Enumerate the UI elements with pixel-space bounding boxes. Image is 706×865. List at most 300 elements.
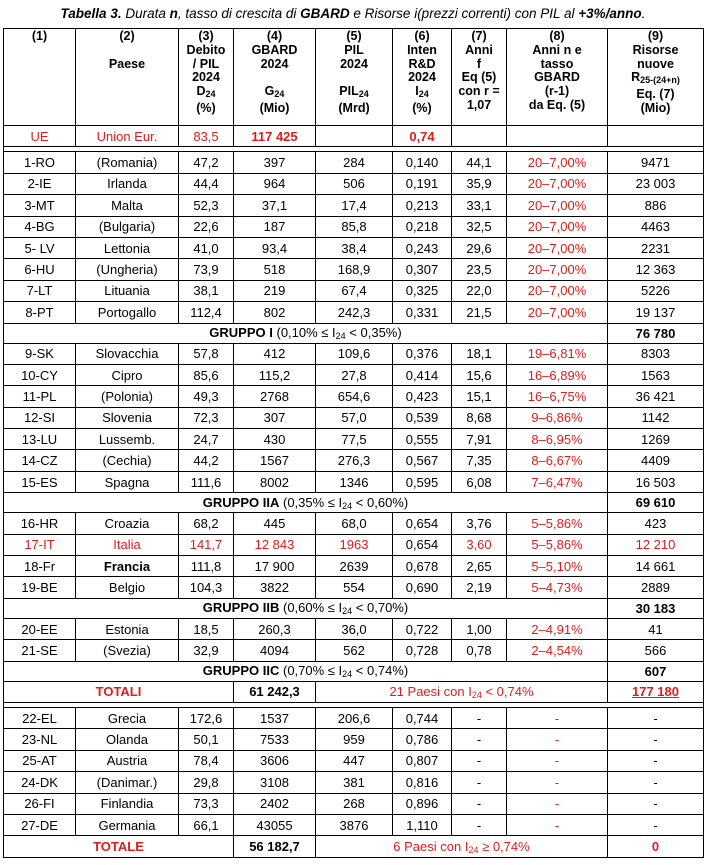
group-label: GRUPPO IIC $(0,70\% \le I_{24} < 0,74\%)$ — [4, 661, 608, 681]
country-code: 11-PL — [4, 386, 76, 407]
pil-value: 38,4 — [316, 237, 393, 258]
column-header: (9) Risorse nuove $R_{25-(24+n)}$ Eq. (7) (Mio) — [608, 29, 704, 126]
rate-value: 8–6,95% — [507, 429, 608, 450]
intensity-value: 0,896 — [393, 793, 452, 814]
rate-value: - — [507, 729, 608, 750]
ue-row — [4, 126, 704, 147]
gbard-value: 43055 — [234, 814, 316, 835]
resources-value: 36 421 — [608, 386, 704, 407]
table-row — [4, 259, 704, 280]
country-name: Lituania — [76, 280, 179, 301]
country-code: 17-IT — [4, 534, 76, 555]
debt-value: 50,1 — [179, 729, 234, 750]
debt-value: 172,6 — [179, 707, 234, 728]
table-row — [4, 471, 704, 492]
group-total: 607 — [608, 661, 704, 681]
years-value: 2,65 — [452, 556, 507, 577]
resources-value: - — [608, 772, 704, 793]
years-value: 32,5 — [452, 216, 507, 237]
rate-value: 7–6,47% — [507, 471, 608, 492]
gbard-value: 518 — [234, 259, 316, 280]
country-code: 7-LT — [4, 280, 76, 301]
rate-value: 20–7,00% — [507, 152, 608, 173]
debt-value: 104,3 — [179, 577, 234, 598]
rate-value: 9–6,86% — [507, 407, 608, 428]
years-value: - — [452, 750, 507, 771]
pil-value: 242,3 — [316, 302, 393, 323]
totale-resources: 0 — [608, 836, 704, 857]
intensity-value: 0,728 — [393, 640, 452, 661]
totale-row — [4, 836, 704, 857]
table-row — [4, 793, 704, 814]
country-name: Malta — [76, 195, 179, 216]
debt-value: 22,6 — [179, 216, 234, 237]
column-header: (4) GBARD 2024 $G_{24}$ (Mio) — [234, 29, 316, 126]
intensity-value: 0,690 — [393, 577, 452, 598]
resources-value: 886 — [608, 195, 704, 216]
country-name: Olanda — [76, 729, 179, 750]
country-code: 26-FI — [4, 793, 76, 814]
column-header: (3) Debito / PIL 2024 $D_{24}$ (%) — [179, 29, 234, 126]
years-value: 3,60 — [452, 534, 507, 555]
country-name: (Bulgaria) — [76, 216, 179, 237]
pil-value: 268 — [316, 793, 393, 814]
table-row — [4, 814, 704, 835]
country-name: Italia — [76, 534, 179, 555]
country-name: Cipro — [76, 364, 179, 385]
resources-value: 12 363 — [608, 259, 704, 280]
intensity-value: 0,213 — [393, 195, 452, 216]
country-code: 14-CZ — [4, 450, 76, 471]
country-code: 15-ES — [4, 471, 76, 492]
country-name: Slovenia — [76, 407, 179, 428]
table-row — [4, 237, 704, 258]
intensity-value: 0,331 — [393, 302, 452, 323]
table-row — [4, 216, 704, 237]
rate-value: 8–6,67% — [507, 450, 608, 471]
table-row — [4, 513, 704, 534]
rate-value: 20–7,00% — [507, 259, 608, 280]
rate-value: 20–7,00% — [507, 237, 608, 258]
intensity-value: 0,414 — [393, 364, 452, 385]
intensity-value: 0,722 — [393, 618, 452, 639]
group-row — [4, 323, 704, 343]
debt-value: 44,2 — [179, 450, 234, 471]
resources-value: 5226 — [608, 280, 704, 301]
resources-value: 14 661 — [608, 556, 704, 577]
country-code: 21-SE — [4, 640, 76, 661]
table-row — [4, 534, 704, 555]
gbard-value: 3606 — [234, 750, 316, 771]
rate-value: 5–5,86% — [507, 534, 608, 555]
country-code: 24-DK — [4, 772, 76, 793]
resources-value: 23 003 — [608, 173, 704, 194]
resources-value: 2889 — [608, 577, 704, 598]
debt-value: 66,1 — [179, 814, 234, 835]
rate-value: 2–4,91% — [507, 618, 608, 639]
resources-value: 19 137 — [608, 302, 704, 323]
debt-value: 111,6 — [179, 471, 234, 492]
intensity-value: 0,654 — [393, 534, 452, 555]
country-code: 12-SI — [4, 407, 76, 428]
pil-value: 206,6 — [316, 707, 393, 728]
rate-value: - — [507, 707, 608, 728]
rate-value: 5–5,86% — [507, 513, 608, 534]
rate-value: 20–7,00% — [507, 195, 608, 216]
pil-value: 68,0 — [316, 513, 393, 534]
gbard-value: 964 — [234, 173, 316, 194]
table-row — [4, 707, 704, 728]
rate-value: 19–6,81% — [507, 343, 608, 364]
pil-value: 447 — [316, 750, 393, 771]
table-row — [4, 195, 704, 216]
group-row — [4, 493, 704, 513]
gbard-value: 117 425 — [234, 126, 316, 147]
debt-value: 72,3 — [179, 407, 234, 428]
country-name: Irlanda — [76, 173, 179, 194]
table-row — [4, 618, 704, 639]
debt-value: 85,6 — [179, 364, 234, 385]
intensity-value: 0,243 — [393, 237, 452, 258]
intensity-value: 0,744 — [393, 707, 452, 728]
intensity-value: 0,191 — [393, 173, 452, 194]
pil-value: 85,8 — [316, 216, 393, 237]
years-value: 15,6 — [452, 364, 507, 385]
country-code: 2-IE — [4, 173, 76, 194]
country-name: (Cechia) — [76, 450, 179, 471]
intensity-value: 0,786 — [393, 729, 452, 750]
rate-value: 20–7,00% — [507, 302, 608, 323]
table-row — [4, 302, 704, 323]
debt-value: 83,5 — [179, 126, 234, 147]
gbard-value: 4094 — [234, 640, 316, 661]
pil-value: 1346 — [316, 471, 393, 492]
debt-value: 29,8 — [179, 772, 234, 793]
pil-value: 17,4 — [316, 195, 393, 216]
country-name: Lettonia — [76, 237, 179, 258]
totale-gbard: 56 182,7 — [234, 836, 316, 857]
years-value: 2,19 — [452, 577, 507, 598]
country-name: Austria — [76, 750, 179, 771]
totale-label: TOTALE — [4, 836, 234, 857]
column-header: (6) Inten R&D 2024 $I_{24}$ (%) — [393, 29, 452, 126]
intensity-value: 0,74 — [393, 126, 452, 147]
years-value: 7,35 — [452, 450, 507, 471]
country-name: Slovacchia — [76, 343, 179, 364]
pil-value: 67,4 — [316, 280, 393, 301]
column-header: (2) Paese — [76, 29, 179, 126]
group-total: 69 610 — [608, 493, 704, 513]
years-value: 8,68 — [452, 407, 507, 428]
totali-gbard: 61 242,3 — [234, 681, 316, 702]
country-name: (Danimar.) — [76, 772, 179, 793]
rate-value: 16–6,89% — [507, 364, 608, 385]
country-code: 9-SK — [4, 343, 76, 364]
rate-value: 2–4,54% — [507, 640, 608, 661]
years-value: 3,76 — [452, 513, 507, 534]
gbard-value: 2768 — [234, 386, 316, 407]
years-value: 35,9 — [452, 173, 507, 194]
gbard-value: 187 — [234, 216, 316, 237]
debt-value: 52,3 — [179, 195, 234, 216]
years-value: 33,1 — [452, 195, 507, 216]
country-name: Estonia — [76, 618, 179, 639]
gbard-value: 2402 — [234, 793, 316, 814]
gbard-value: 412 — [234, 343, 316, 364]
data-table — [3, 28, 704, 858]
gbard-value: 445 — [234, 513, 316, 534]
intensity-value: 0,325 — [393, 280, 452, 301]
table-row — [4, 386, 704, 407]
country-code: 10-CY — [4, 364, 76, 385]
rate-value: - — [507, 814, 608, 835]
intensity-value: 0,654 — [393, 513, 452, 534]
rate-value: 16–6,75% — [507, 386, 608, 407]
debt-value: 38,1 — [179, 280, 234, 301]
country-name: (Romania) — [76, 152, 179, 173]
years-value: 6,08 — [452, 471, 507, 492]
intensity-value: 0,140 — [393, 152, 452, 173]
gbard-value: 93,4 — [234, 237, 316, 258]
intensity-value: 0,423 — [393, 386, 452, 407]
intensity-value: 0,218 — [393, 216, 452, 237]
pil-value: 57,0 — [316, 407, 393, 428]
intensity-value: 1,110 — [393, 814, 452, 835]
debt-value: 141,7 — [179, 534, 234, 555]
country-name: Portogallo — [76, 302, 179, 323]
country-code: 13-LU — [4, 429, 76, 450]
resources-value: 4463 — [608, 216, 704, 237]
pil-value: 276,3 — [316, 450, 393, 471]
table-row — [4, 640, 704, 661]
table-row — [4, 280, 704, 301]
debt-value: 112,4 — [179, 302, 234, 323]
years-value: 44,1 — [452, 152, 507, 173]
resources-value: 1142 — [608, 407, 704, 428]
gbard-value: 17 900 — [234, 556, 316, 577]
country-code: UE — [4, 126, 76, 147]
gbard-value: 7533 — [234, 729, 316, 750]
intensity-value: 0,816 — [393, 772, 452, 793]
group-label: GRUPPO IIB $(0,60\% \le I_{24} < 0,70\%)$ — [4, 598, 608, 618]
country-name: (Polonia) — [76, 386, 179, 407]
years-value: 1,00 — [452, 618, 507, 639]
resources-value: 16 503 — [608, 471, 704, 492]
years-value: 15,1 — [452, 386, 507, 407]
gbard-value: 1567 — [234, 450, 316, 471]
intensity-value: 0,678 — [393, 556, 452, 577]
country-code: 23-NL — [4, 729, 76, 750]
country-code: 27-DE — [4, 814, 76, 835]
intensity-value: 0,539 — [393, 407, 452, 428]
rate-value: 5–5,10% — [507, 556, 608, 577]
totali-note: 21 Paesi con $I_{24} < 0,74\%$ — [316, 681, 608, 702]
gbard-value: 1537 — [234, 707, 316, 728]
debt-value: 44,4 — [179, 173, 234, 194]
pil-value: 27,8 — [316, 364, 393, 385]
totali-resources: 177 180 — [608, 681, 704, 702]
gbard-value: 430 — [234, 429, 316, 450]
years-value: 21,5 — [452, 302, 507, 323]
debt-value: 111,8 — [179, 556, 234, 577]
years-value: 23,5 — [452, 259, 507, 280]
country-code: 6-HU — [4, 259, 76, 280]
country-name: Union Eur. — [76, 126, 179, 147]
intensity-value: 0,595 — [393, 471, 452, 492]
column-header: (1) — [4, 29, 76, 126]
table-row — [4, 173, 704, 194]
resources-value: 1563 — [608, 364, 704, 385]
resources-value: - — [608, 814, 704, 835]
group-total: 30 183 — [608, 598, 704, 618]
pil-value: 77,5 — [316, 429, 393, 450]
debt-value: 18,5 — [179, 618, 234, 639]
table-row — [4, 407, 704, 428]
table-row — [4, 772, 704, 793]
country-code: 8-PT — [4, 302, 76, 323]
country-name: Francia — [76, 556, 179, 577]
resources-value: 12 210 — [608, 534, 704, 555]
intensity-value: 0,567 — [393, 450, 452, 471]
column-header: (7) Anni f Eq (5) con r = 1,07 — [452, 29, 507, 126]
country-name: Grecia — [76, 707, 179, 728]
debt-value: 73,3 — [179, 793, 234, 814]
country-code: 20-EE — [4, 618, 76, 639]
gbard-value: 397 — [234, 152, 316, 173]
resources-value: - — [608, 707, 704, 728]
resources-value: - — [608, 750, 704, 771]
gbard-value: 8002 — [234, 471, 316, 492]
country-code: 25-AT — [4, 750, 76, 771]
resources-value: 4409 — [608, 450, 704, 471]
rate-value: - — [507, 793, 608, 814]
rate-value: 20–7,00% — [507, 216, 608, 237]
pil-value: 168,9 — [316, 259, 393, 280]
resources-value: 41 — [608, 618, 704, 639]
intensity-value: 0,555 — [393, 429, 452, 450]
debt-value: 57,8 — [179, 343, 234, 364]
gbard-value: 115,2 — [234, 364, 316, 385]
totali-label: TOTALI — [4, 681, 234, 702]
country-name: Lussemb. — [76, 429, 179, 450]
years-value: - — [452, 707, 507, 728]
resources-value: - — [608, 793, 704, 814]
pil-value: 654,6 — [316, 386, 393, 407]
resources-value: 1269 — [608, 429, 704, 450]
resources-value: 423 — [608, 513, 704, 534]
gbard-value: 3822 — [234, 577, 316, 598]
group-row — [4, 661, 704, 681]
pil-value: 3876 — [316, 814, 393, 835]
gbard-value: 219 — [234, 280, 316, 301]
column-header: (8) Anni n e tasso GBARD (r-1) da Eq. (5) — [507, 29, 608, 126]
country-code: 1-RO — [4, 152, 76, 173]
gbard-value: 12 843 — [234, 534, 316, 555]
debt-value: 32,9 — [179, 640, 234, 661]
debt-value: 49,3 — [179, 386, 234, 407]
country-code: 18-Fr — [4, 556, 76, 577]
debt-value: 68,2 — [179, 513, 234, 534]
years-value: 29,6 — [452, 237, 507, 258]
table-row — [4, 364, 704, 385]
resources-value: 2231 — [608, 237, 704, 258]
pil-value: 36,0 — [316, 618, 393, 639]
resources-value: 8303 — [608, 343, 704, 364]
debt-value: 73,9 — [179, 259, 234, 280]
totali-row — [4, 681, 704, 702]
rate-value: 5–4,73% — [507, 577, 608, 598]
country-code: 22-EL — [4, 707, 76, 728]
intensity-value: 0,807 — [393, 750, 452, 771]
table-caption: Tabella 3. Durata n, tasso di crescita di GBARD e Risorse i(prezzi correnti) con PIL al +3%/anno. — [60, 6, 646, 21]
table-row — [4, 429, 704, 450]
resources-value: - — [608, 729, 704, 750]
group-label: GRUPPO IIA $(0,35\% \le I_{24} < 0,60\%)$ — [4, 493, 608, 513]
rate-value: - — [507, 750, 608, 771]
debt-value: 24,7 — [179, 429, 234, 450]
intensity-value: 0,376 — [393, 343, 452, 364]
table-row — [4, 750, 704, 771]
country-code: 5- LV — [4, 237, 76, 258]
years-value: - — [452, 729, 507, 750]
intensity-value: 0,307 — [393, 259, 452, 280]
resources-value: 566 — [608, 640, 704, 661]
header-row — [4, 29, 704, 126]
country-name: Belgio — [76, 577, 179, 598]
gbard-value: 3108 — [234, 772, 316, 793]
years-value: - — [452, 793, 507, 814]
column-header: (5) PIL 2024 $PIL_{24}$ (Mrd) — [316, 29, 393, 126]
group-row — [4, 598, 704, 618]
pil-value: 506 — [316, 173, 393, 194]
country-name: (Svezia) — [76, 640, 179, 661]
country-code: 4-BG — [4, 216, 76, 237]
pil-value: 1963 — [316, 534, 393, 555]
pil-value: 562 — [316, 640, 393, 661]
gbard-value: 802 — [234, 302, 316, 323]
pil-value: 381 — [316, 772, 393, 793]
debt-value: 78,4 — [179, 750, 234, 771]
country-name: Spagna — [76, 471, 179, 492]
pil-value: 2639 — [316, 556, 393, 577]
rate-value: 20–7,00% — [507, 173, 608, 194]
country-code: 16-HR — [4, 513, 76, 534]
years-value: 7,91 — [452, 429, 507, 450]
country-code: 3-MT — [4, 195, 76, 216]
years-value: - — [452, 814, 507, 835]
table-row — [4, 729, 704, 750]
debt-value: 41,0 — [179, 237, 234, 258]
country-name: Finlandia — [76, 793, 179, 814]
table-row — [4, 152, 704, 173]
table-row — [4, 577, 704, 598]
country-code: 19-BE — [4, 577, 76, 598]
group-total: 76 780 — [608, 323, 704, 343]
pil-value: 959 — [316, 729, 393, 750]
rate-value: - — [507, 772, 608, 793]
table-row — [4, 450, 704, 471]
rate-value: 20–7,00% — [507, 280, 608, 301]
gbard-value: 260,3 — [234, 618, 316, 639]
gbard-value: 37,1 — [234, 195, 316, 216]
pil-value: 284 — [316, 152, 393, 173]
pil-value: 554 — [316, 577, 393, 598]
totale-note: 6 Paesi con $I_{24} \ge 0,74\%$ — [316, 836, 608, 857]
table-row — [4, 556, 704, 577]
years-value: - — [452, 772, 507, 793]
debt-value: 47,2 — [179, 152, 234, 173]
country-name: Germania — [76, 814, 179, 835]
